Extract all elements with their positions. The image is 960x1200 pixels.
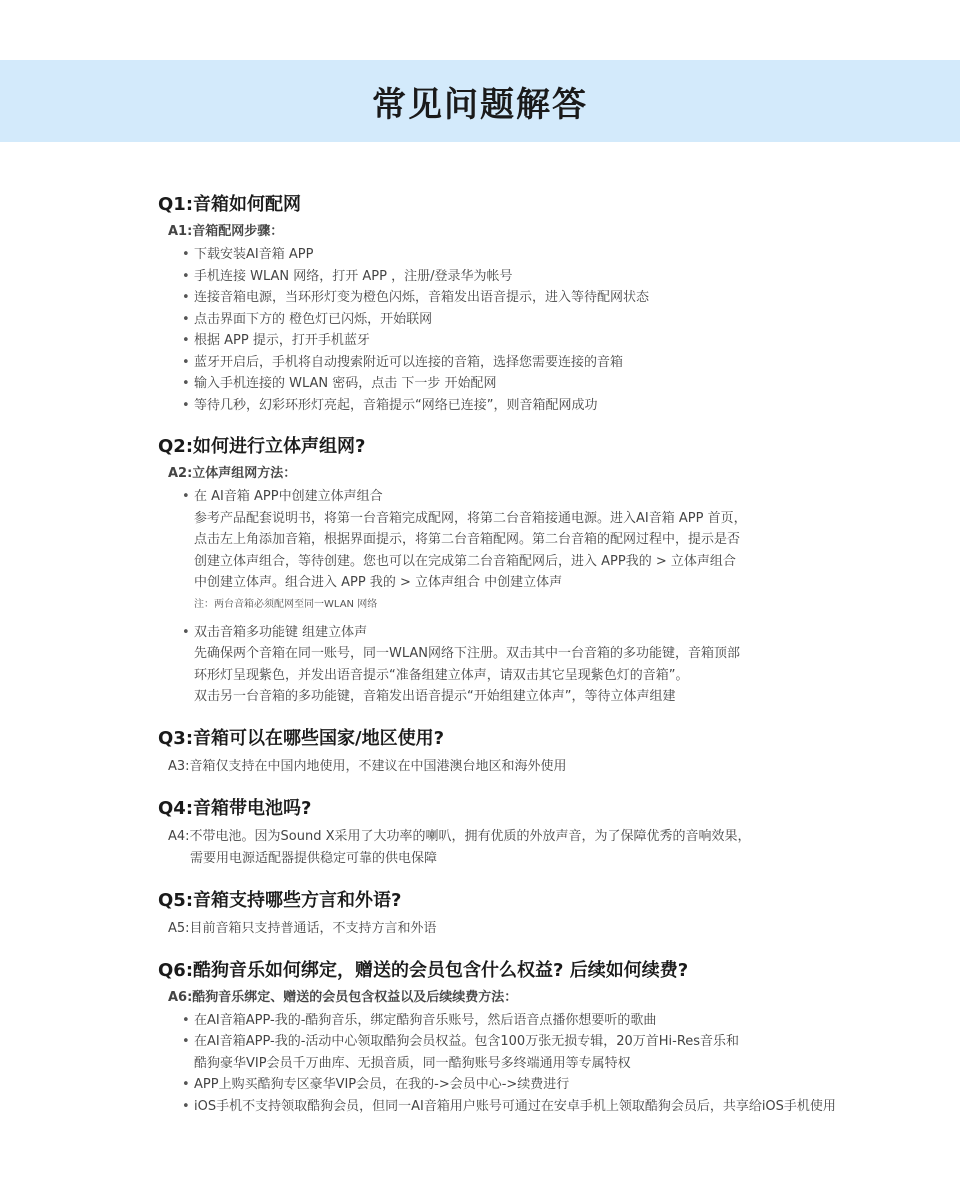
list-item: • 手机连接 WLAN 网络，打开 APP ，注册/登录华为帐号 [182,266,918,288]
answer-2-heading: A2:立体声组网方法： [168,466,297,481]
list-item [182,1031,918,1074]
faq-section-q1 [158,192,918,416]
question-5: Q5:音箱支持哪些方言和外语? [158,889,402,911]
list-item: • APP上购买酷狗专区豪华VIP会员，在我的->会员中心->续费进行 [182,1074,918,1096]
question-2: Q2:如何进行立体声组网? [158,436,366,457]
list-item-line: 参考产品配套说明书，将第一台音箱完成配网，将第二台音箱接通电源。进入AI音箱 APP 首页， [194,510,747,526]
answer-1-steps [158,244,918,416]
answer-4-line: 需要用电源适配器提供稳定可靠的供电保障 [190,850,438,866]
answer-1-heading: A1:音箱配网步骤： [168,224,284,239]
faq-section-q6 [158,958,918,1118]
answer-4 [168,826,918,870]
list-item-line: 点击左上角添加音箱，根据界面提示，将第二台音箱配网。第二台音箱的配网过程中，提示是否 [194,532,741,547]
answer-3: A3:音箱仅支持在中国内地使用，不建议在中国港澳台地区和海外使用 [168,758,567,774]
question-6: Q6:酷狗音乐如何绑定，赠送的会员包含什么权益? 后续如何续费? [158,959,689,981]
faq-section-q3 [158,726,918,778]
title-banner [0,60,960,142]
answer-2-items [158,486,918,708]
list-item-line: 环形灯呈现紫色，并发出语音提示“准备组建立体声，请双击其它呈现紫色灯的音箱”。 [194,667,689,683]
list-item: • 点击界面下方的 橙色灯已闪烁，开始联网 [182,309,918,331]
list-item: • iOS手机不支持领取酷狗会员，但同一AI音箱用户账号可通过在安卓手机上领取酷狗会员后，共享给iOS手机使用 [182,1096,918,1118]
list-item [182,486,918,616]
faq-section-q5 [158,888,918,940]
question-3: Q3:音箱可以在哪些国家/地区使用? [158,727,445,749]
list-item-line: 酷狗豪华VIP会员千万曲库、无损音质，同一酷狗账号多终端通用等专属特权 [194,1055,631,1071]
list-item [182,622,918,708]
list-item: • 输入手机连接的 WLAN 密码，点击 下一步 开始配网 [182,373,918,395]
list-item: • 下载安装AI音箱 APP [182,244,918,266]
faq-section-q2 [158,434,918,708]
list-item-line: 创建立体声组合，等待创建。您也可以在完成第二台音箱配网后，进入 APP我的 > 立体声组合 [194,553,736,569]
answer-5: A5:目前音箱只支持普通话，不支持方言和外语 [168,920,437,936]
list-item-line: • 在AI音箱APP-我的-活动中心领取酷狗会员权益。包含100万张无损专辑，20万首Hi-Res音乐和 [194,1034,740,1049]
list-item-line: 中创建立体声。组合进入 APP 我的 > 立体声组合 中创建立体声 [194,575,563,590]
page-title: 常见问题解答 [372,84,588,125]
answer-4-line: A4:不带电池。因为Sound X采用了大功率的喇叭，拥有优质的外放声音，为了保障优秀的音响效果， [168,828,751,844]
faq-content [158,192,918,1135]
note-text: 注：两台音箱必须配网至同一WLAN 网络 [194,598,378,610]
list-item: • 在AI音箱APP-我的-酷狗音乐，绑定酷狗音乐账号，然后语音点播你想要听的歌曲 [182,1010,918,1032]
list-item-title: • 在 AI音箱 APP中创建立体声组合 [194,489,383,504]
question-4: Q4:音箱带电池吗? [158,797,312,819]
answer-6-items [158,1010,918,1118]
list-item-title: • 双击音箱多功能键 组建立体声 [194,624,368,640]
list-item: • 等待几秒，幻彩环形灯亮起，音箱提示“网络已连接”，则音箱配网成功 [182,395,918,417]
question-1: Q1:音箱如何配网 [158,194,302,215]
list-item-line: 先确保两个音箱在同一账号，同一WLAN网络下注册。双击其中一台音箱的多功能键，音箱顶部 [194,646,741,661]
list-item: • 根据 APP 提示，打开手机蓝牙 [182,330,918,352]
list-item: • 连接音箱电源，当环形灯变为橙色闪烁，音箱发出语音提示，进入等待配网状态 [182,287,918,309]
list-item-line: 双击另一台音箱的多功能键，音箱发出语音提示“开始组建立体声”，等待立体声组建 [194,689,676,704]
list-item: • 蓝牙开启后，手机将自动搜索附近可以连接的音箱，选择您需要连接的音箱 [182,352,918,374]
faq-section-q4 [158,796,918,870]
answer-6-heading: A6:酷狗音乐绑定、赠送的会员包含权益以及后续续费方法： [168,989,518,1005]
